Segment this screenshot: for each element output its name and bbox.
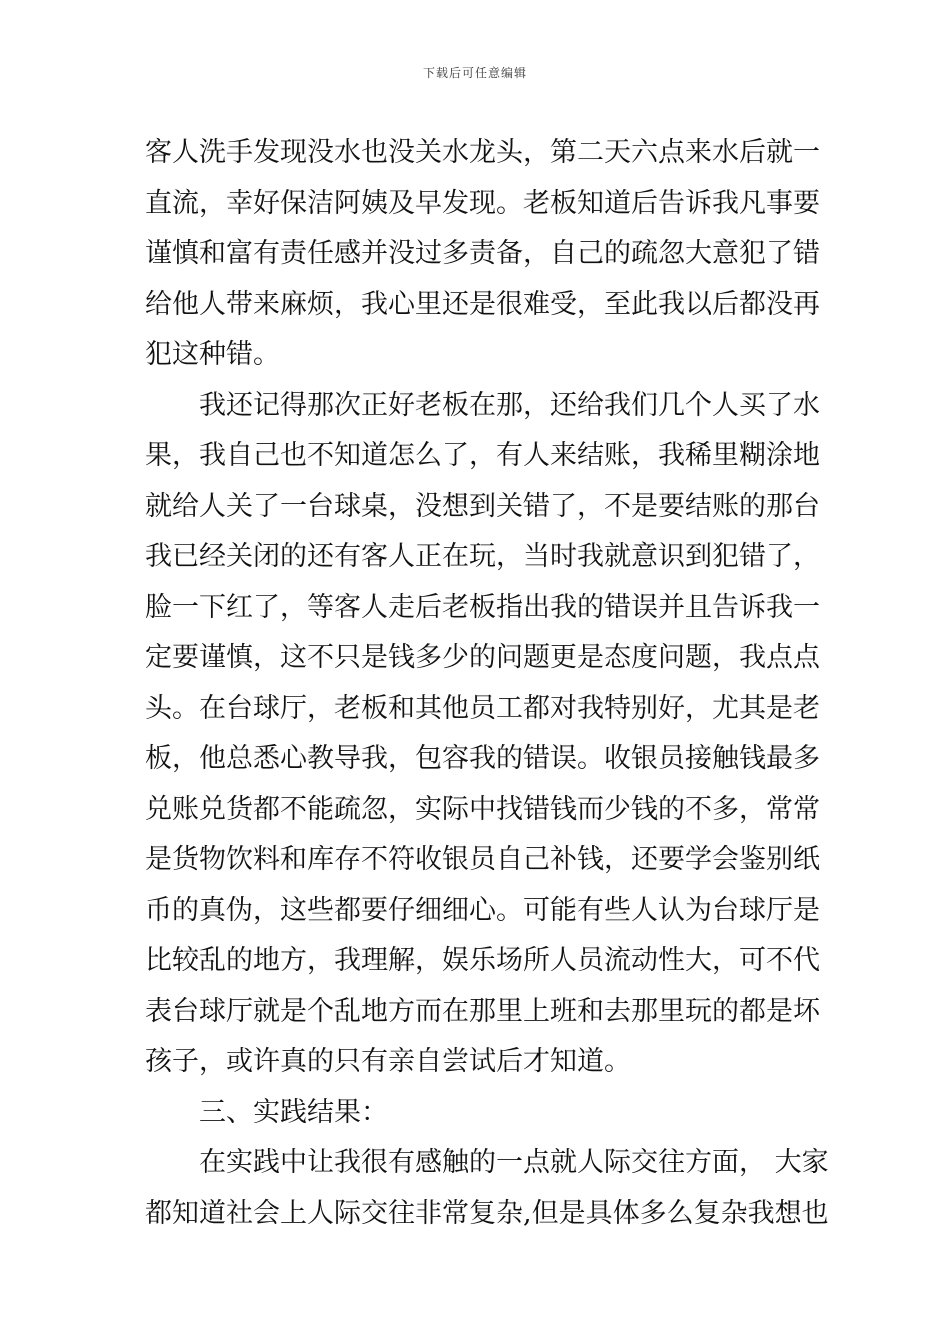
text-line: 就给人关了一台球桌，没想到关错了，不是要结账的那台 xyxy=(145,490,820,522)
text-line: 直流，幸好保洁阿姨及早发现。老板知道后告诉我凡事要 xyxy=(145,187,820,219)
text-line: 币的真伪，这些都要仔细细心。可能有些人认为台球厅是 xyxy=(145,894,820,926)
text-line: 犯这种错。 xyxy=(145,339,280,370)
text-line: 是货物饮料和库存不符收银员自己补钱，还要学会鉴别纸 xyxy=(145,844,820,875)
text-line: 脸一下红了，等客人走后老板指出我的错误并且告诉我一 xyxy=(145,591,820,623)
text-line: 谨慎和富有责任感并没过多责备，自己的疏忽大意犯了错 xyxy=(145,238,820,269)
text-line: 头。在台球厅，老板和其他员工都对我特别好，尤其是老 xyxy=(145,692,820,724)
text-line: 在实践中让我很有感触的一点就人际交往方面， 大家 xyxy=(199,1147,829,1178)
text-line: 表台球厅就是个乱地方而在那里上班和去那里玩的都是坏 xyxy=(145,995,820,1027)
text-line: 我还记得那次正好老板在那，还给我们几个人买了水 xyxy=(199,389,820,421)
text-line: 果，我自己也不知道怎么了，有人来结账，我稀里糊涂地 xyxy=(145,440,820,471)
text-line: 比较乱的地方，我理解，娱乐场所人员流动性大，可不代 xyxy=(145,945,820,976)
text-line: 我已经关闭的还有客人正在玩，当时我就意识到犯错了， xyxy=(145,541,820,572)
section-heading: 三、实践结果： xyxy=(199,1096,388,1128)
text-line: 都知道社会上人际交往非常复杂,但是具体多么复杂我想也 xyxy=(145,1197,829,1229)
text-line: 定要谨慎，这不只是钱多少的问题更是态度问题，我点点 xyxy=(145,642,820,673)
text-line: 板，他总悉心教导我，包容我的错误。收银员接触钱最多 xyxy=(145,743,820,774)
text-line: 客人洗手发现没水也没关水龙头，第二天六点来水后就一 xyxy=(145,137,820,168)
text-line: 给他人带来麻烦，我心里还是很难受，至此我以后都没再 xyxy=(145,288,820,320)
page-header: 下载后可任意编辑 xyxy=(422,66,527,80)
text-line: 兑账兑货都不能疏忽，实际中找错钱而少钱的不多，常常 xyxy=(145,793,820,825)
text-line: 孩子，或许真的只有亲自尝试后才知道。 xyxy=(145,1046,631,1077)
document-body xyxy=(145,128,829,1239)
